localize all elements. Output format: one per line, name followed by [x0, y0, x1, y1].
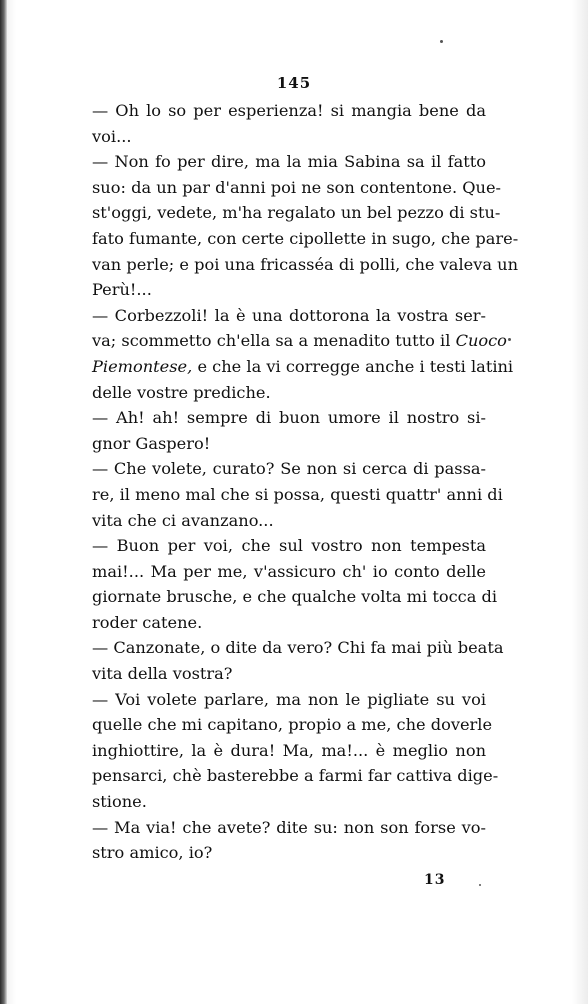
text-line: stro amico, io? — [92, 843, 213, 863]
text-line — [92, 328, 507, 354]
text-line: — Che volete, curato? Se non si cerca di passa- — [92, 459, 486, 479]
text-line: voi... — [92, 126, 132, 146]
signature-mark: 13 — [424, 872, 446, 888]
text-line: — Non fo per dire, ma la mia Sabina sa il fatto — [92, 152, 486, 172]
text-line: — Ah! ah! sempre di buon umore il nostro si- — [92, 408, 486, 428]
text-line: delle vostre prediche. — [92, 382, 271, 402]
book-title-italic: Cuoco — [455, 331, 507, 351]
text-line: gnor Gaspero! — [92, 433, 211, 453]
text-line: — Corbezzoli! la è una dottorona la vostra ser- — [92, 305, 486, 325]
text-line: st'oggi, vedete, m'ha regalato un bel pezzo di stu- — [92, 203, 501, 223]
paper-speck — [508, 338, 511, 341]
paper-speck — [479, 884, 481, 886]
body-text — [92, 98, 519, 866]
text-line: vita della vostra? — [92, 664, 233, 684]
text-line: pensarci, chè basterebbe a farmi far cattiva dige- — [92, 766, 499, 786]
text-line: suo: da un par d'anni poi ne son contentone. Que- — [92, 177, 502, 197]
book-title-italic: Piemontese, — [92, 356, 193, 376]
text-line: vita che ci avanzano... — [92, 510, 274, 530]
page-spine-shadow — [0, 0, 7, 1004]
text-line: re, il meno mal che si possa, questi quattr' anni di — [92, 484, 503, 504]
text-line: — Oh lo so per esperienza! si mangia bene da — [92, 101, 486, 120]
text-line: inghiottire, la è dura! Ma, ma!... è meglio non — [92, 740, 486, 760]
text-line: roder catene. — [92, 612, 203, 632]
page-number: 145 — [276, 74, 312, 92]
text-line — [92, 354, 514, 380]
text-line-main: va; scommetto ch'ella sa a menadito tutto il — [92, 331, 451, 351]
paper-speck — [440, 40, 443, 43]
text-line-main: e che la vi corregge anche i testi latini — [197, 356, 514, 376]
text-line: mai!... Ma per me, v'assicuro ch' io conto delle — [92, 561, 486, 581]
text-line: — Buon per voi, che sul vostro non tempesta — [92, 536, 486, 556]
text-line: — Canzonate, o dite da vero? Chi fa mai più beata — [92, 638, 504, 658]
text-line: stione. — [92, 792, 147, 812]
text-line: quelle che mi capitano, propio a me, che doverle — [92, 715, 493, 735]
text-line: fato fumante, con certe cipollette in sugo, che pare- — [92, 228, 519, 248]
text-line: — Ma via! che avete? dite su: non son forse vo- — [92, 817, 486, 837]
text-line: giornate brusche, e che qualche volta mi tocca di — [92, 587, 498, 607]
text-line: Perù!... — [92, 280, 152, 300]
text-line: — Voi volete parlare, ma non le pigliate su voi — [92, 689, 486, 709]
text-line: van perle; e poi una fricasséa di polli, che valeva un — [92, 254, 518, 274]
